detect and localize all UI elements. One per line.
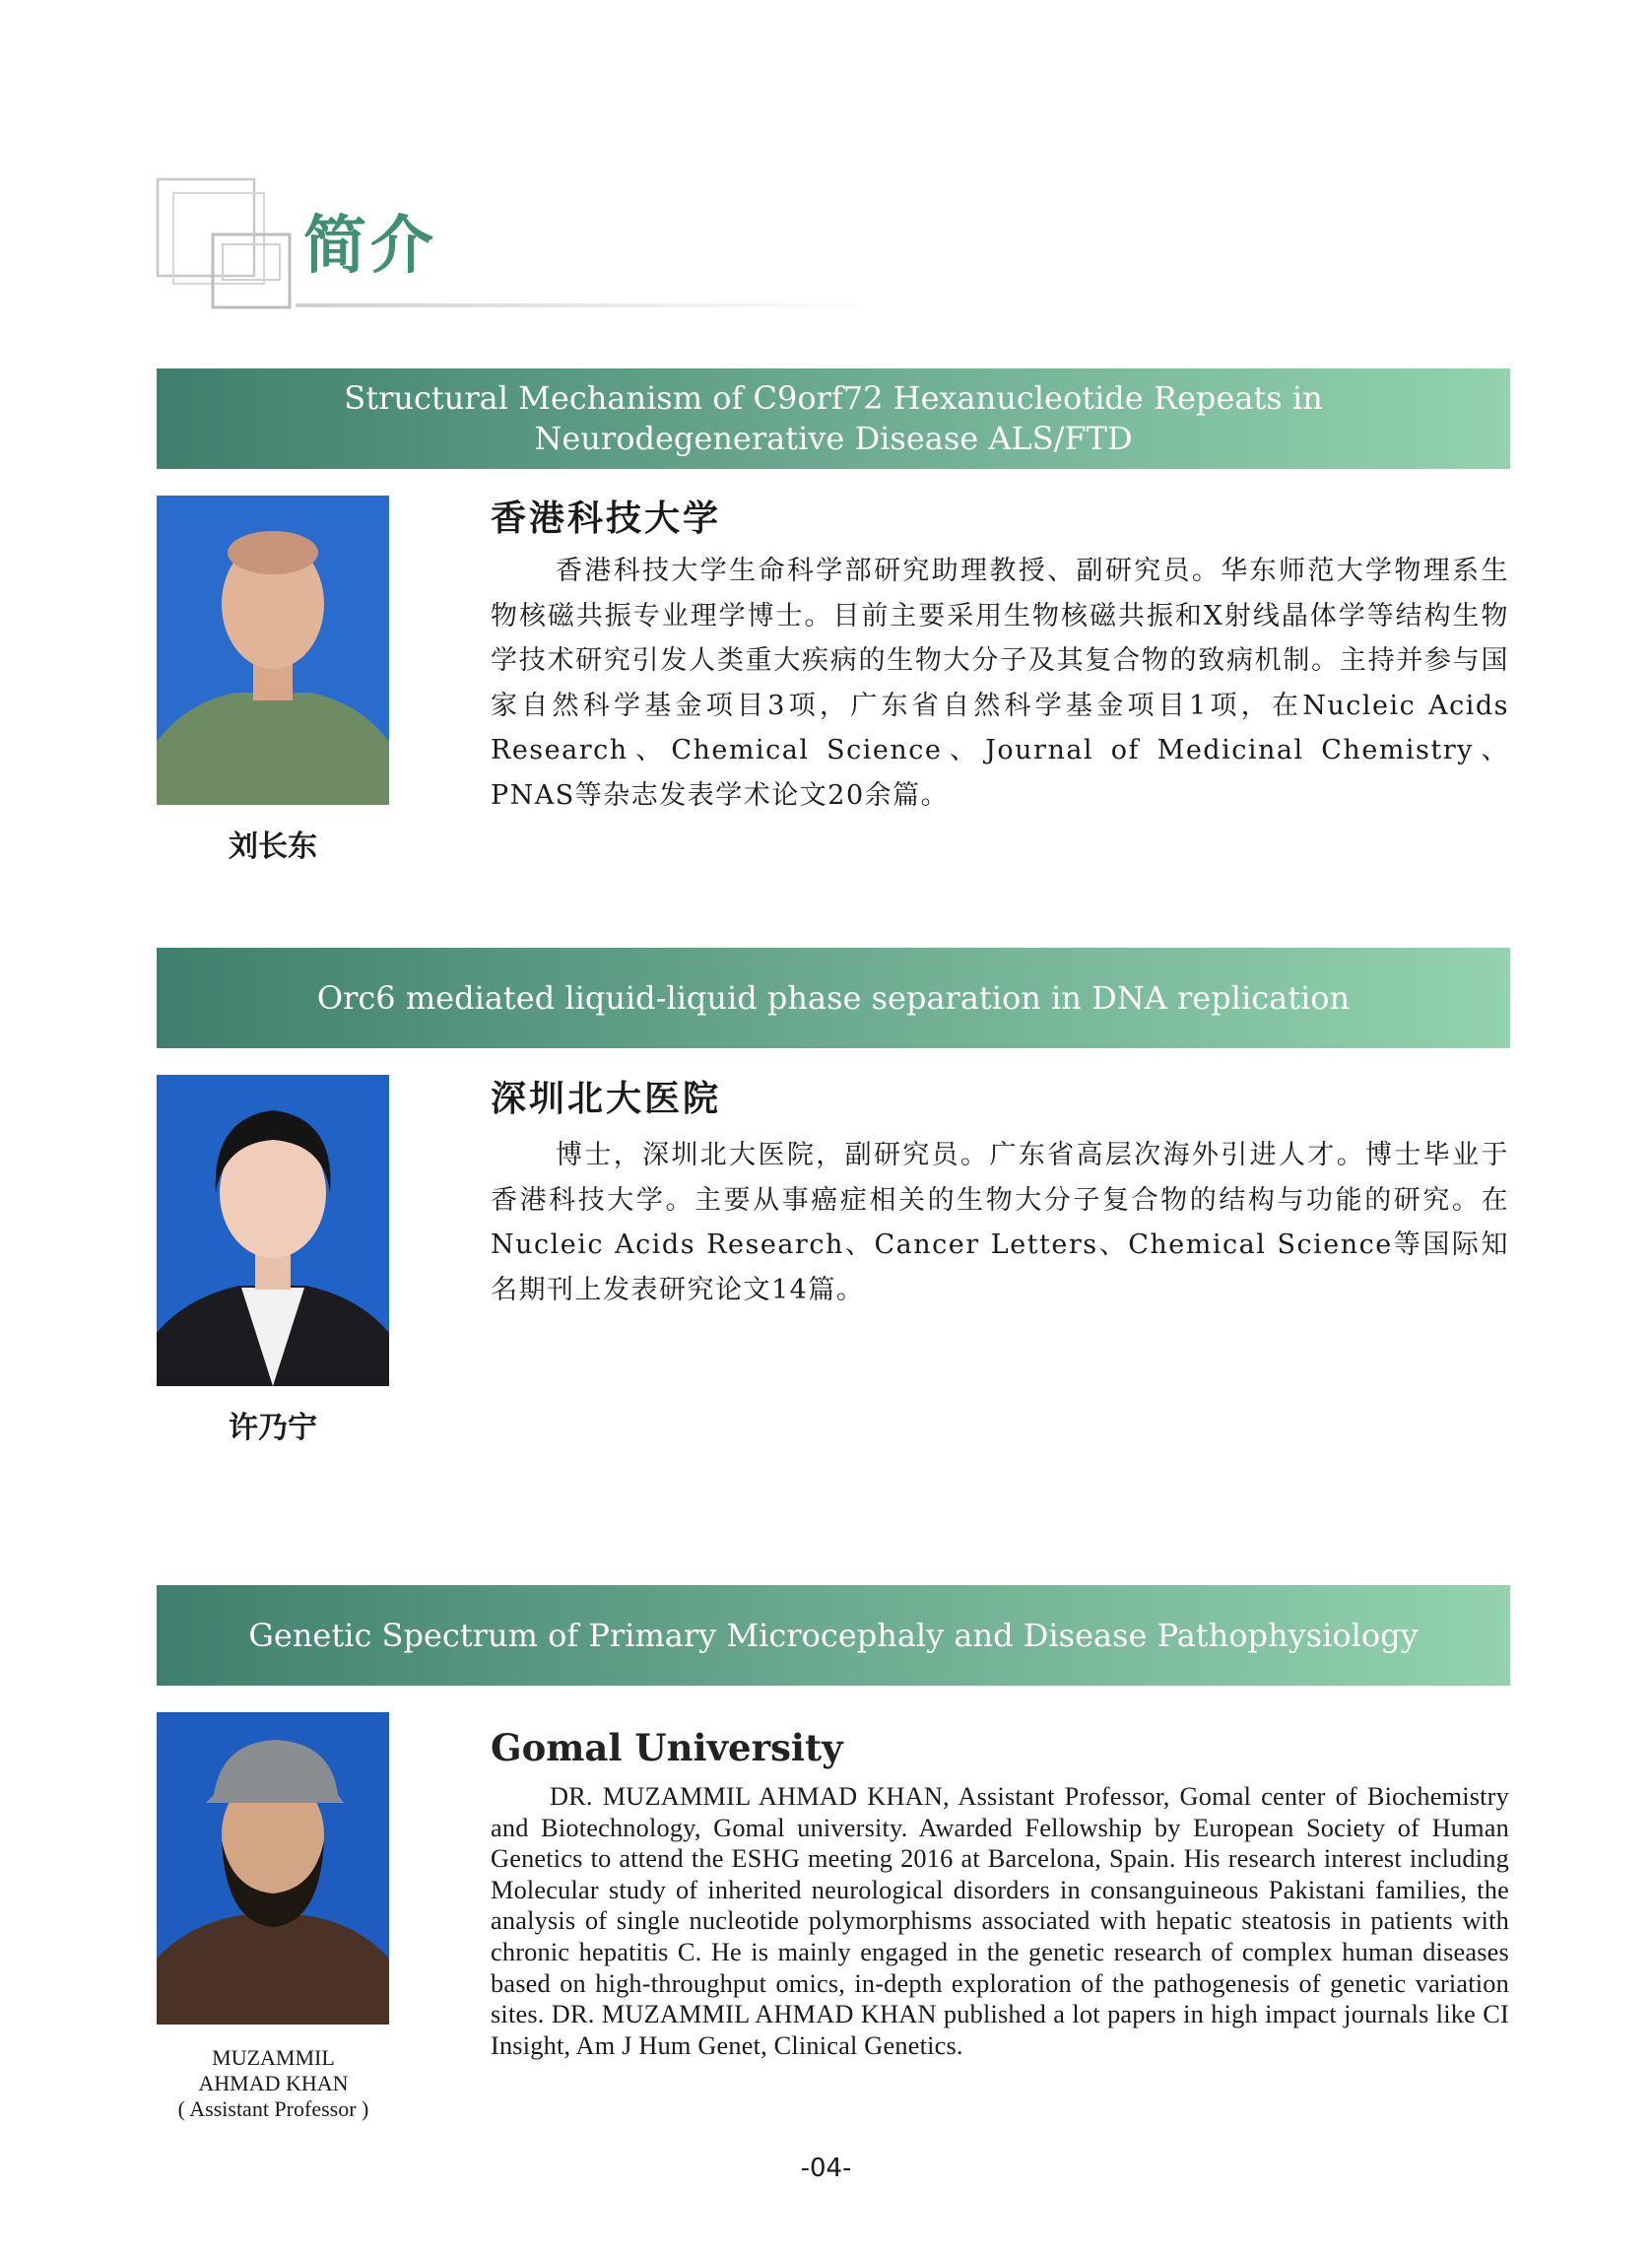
speaker-name-3 [148, 2045, 399, 2122]
speaker-name-3-line1: MUZAMMIL [212, 2045, 335, 2070]
speaker-photo-3 [157, 1712, 389, 2025]
speaker-affiliation-3: Gomal University [491, 1726, 843, 1769]
talk-title-banner-1: Structural Mechanism of C9orf72 Hexanucleotide Repeats in Neurodegenerative Disease ALS/FTD [157, 368, 1510, 469]
heading-decoration-icon [156, 177, 294, 310]
page-number: -04- [800, 2154, 852, 2183]
heading-underline [296, 303, 877, 307]
speaker-name-1: 刘长东 [229, 830, 317, 864]
speaker-bio-2: 博士，深圳北大医院，副研究员。广东省高层次海外引进人才。博士毕业于香港科技大学。主要从事癌症相关的生物大分子复合物的结构与功能的研究。在Nucleic Acids Research、Cancer Letters、Chemical Science等国际知名期刊上发表研究论文14篇。 [491, 1140, 1509, 1305]
speaker-name-3-title: ( Assistant Professor ) [177, 2096, 369, 2121]
speaker-affiliation-1: 香港科技大学 [491, 498, 722, 539]
speaker-photo-2 [157, 1075, 389, 1386]
speaker-bio-1: 香港科技大学生命科学部研究助理教授、副研究员。华东师范大学物理系生物核磁共振专业理学博士。目前主要采用生物核磁共振和X射线晶体学等结构生物学技术研究引发人类重大疾病的生物大分子及其复合物的致病机制。主持并参与国家自然科学基金项目3项，广东省自然科学基金项目1项，在Nucleic Acids Research、Chemical Science、Journal of Medicinal Chemistry、PNAS等杂志发表学术论文20余篇。 [491, 556, 1509, 811]
speaker-name-3-line2: AHMAD KHAN [198, 2071, 349, 2095]
speaker-name-2: 许乃宁 [229, 1411, 317, 1445]
speaker-photo-1 [157, 496, 389, 805]
speaker-bio-3: DR. MUZAMMIL AHMAD KHAN, Assistant Professor, Gomal center of Biochemistry and Biotechnology, Gomal university. Awarded Fellowship by European Society of Human Genetics to attend the ESHG meeting 2016 at Barcelona, Spain. His research interest including Molecular study of inherited neurological disorders in consanguineous Pakistani families, the analysis of single nucleotide polymorphisms associated with hepatic steatosis in patients with chronic hepatitis C. He is mainly engaged in the genetic research of complex human diseases based on high-throughput omics, in-depth exploration of the pathogenesis of genetic variation sites. DR. MUZAMMIL AHMAD KHAN published a lot papers in high impact journals like CI Insight, Am J Hum Genet, Clinical Genetics. [491, 1782, 1509, 2060]
speaker-affiliation-2: 深圳北大医院 [491, 1079, 722, 1119]
talk-title-banner-3: Genetic Spectrum of Primary Microcephaly and Disease Pathophysiology [157, 1585, 1510, 1686]
section-title: 简介 [303, 210, 437, 283]
talk-title-banner-2: Orc6 mediated liquid-liquid phase separation in DNA replication [157, 948, 1510, 1048]
